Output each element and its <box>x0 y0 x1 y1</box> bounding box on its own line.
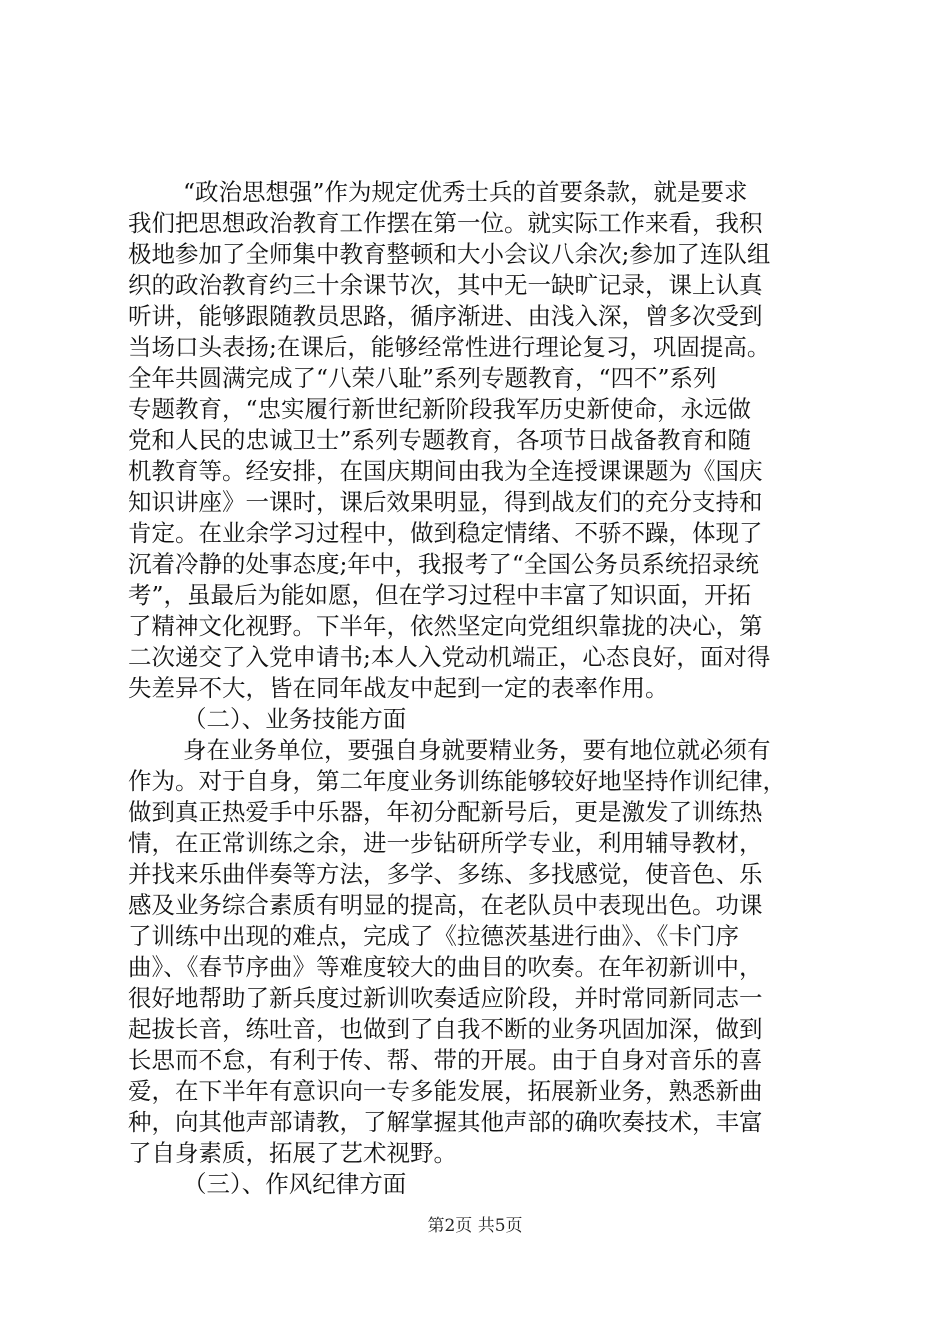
text-line: 长思而不怠，有利于传、帮、带的开展。由于自身对音乐的喜 <box>128 1046 763 1074</box>
text-line: 听讲，能够跟随教员思路，循序渐进、由浅入深，曾多次受到 <box>128 302 763 330</box>
text-line: 了训练中出现的难点，完成了《拉德茨基进行曲》、《卡门序 <box>128 922 739 950</box>
section-heading: （二）、业务技能方面 <box>183 705 407 733</box>
text-line: 曲》、《春节序曲》等难度较大的曲目的吹奏。在年初新训中， <box>128 953 763 981</box>
text-line: 了自身素质，拓展了艺术视野。 <box>128 1139 457 1167</box>
text-line: 织的政治教育约三十余课节次，其中无一缺旷记录，课上认真 <box>128 271 763 299</box>
text-line: 并找来乐曲伴奏等方法，多学、多练、多找感觉，使音色、乐 <box>128 860 763 888</box>
text-line: 种，向其他声部请教，了解掌握其他声部的确吹奏技术，丰富 <box>128 1108 763 1136</box>
text-line: 全年共圆满完成了“八荣八耻”系列专题教育，“四不”系列 <box>128 364 717 392</box>
text-line: 了精神文化视野。下半年，依然坚定向党组织靠拢的决心，第 <box>128 612 763 640</box>
text-line: 知识讲座》一课时，课后效果明显，得到战友们的充分支持和 <box>128 488 763 516</box>
text-line: 专题教育，“忠实履行新世纪新阶段我军历史新使命，永远做 <box>128 395 752 423</box>
text-line: 极地参加了全师集中教育整顿和大小会议八余次;参加了连队组 <box>128 240 771 268</box>
text-line: 当场口头表扬;在课后，能够经常性进行理论复习，巩固提高。 <box>128 333 771 361</box>
text-line: 身在业务单位，要强自身就要精业务，要有地位就必须有 <box>183 736 771 764</box>
page-number-footer: 第2页 共5页 <box>427 1216 523 1236</box>
text-line: “政治思想强”作为规定优秀士兵的首要条款，就是要求 <box>183 178 748 206</box>
text-line: 机教育等。经安排，在国庆期间由我为全连授课课题为《国庆 <box>128 457 763 485</box>
text-line: 肯定。在业余学习过程中，做到稳定情绪、不骄不躁，体现了 <box>128 519 763 547</box>
text-line: 起拔长音，练吐音，也做到了自我不断的业务巩固加深，做到 <box>128 1015 763 1043</box>
text-line: 感及业务综合素质有明显的提高，在老队员中表现出色。功课 <box>128 891 763 919</box>
text-line: 二次递交了入党申请书;本人入党动机端正，心态良好，面对得 <box>128 643 771 671</box>
text-line: 爱，在下半年有意识向一专多能发展，拓展新业务，熟悉新曲 <box>128 1077 763 1105</box>
section-heading: （三）、作风纪律方面 <box>183 1170 407 1198</box>
text-line: 沉着冷静的处事态度;年中，我报考了“全国公务员系统招录统 <box>128 550 759 578</box>
text-line: 做到真正热爱手中乐器，年初分配新号后，更是激发了训练热 <box>128 798 763 826</box>
text-line: 党和人民的忠诚卫士”系列专题教育，各项节日战备教育和随 <box>128 426 752 454</box>
text-line: 很好地帮助了新兵度过新训吹奏适应阶段，并时常同新同志一 <box>128 984 763 1012</box>
text-line: 情，在正常训练之余，进一步钻研所学专业，利用辅导教材， <box>128 829 763 857</box>
text-line: 考”，虽最后为能如愿，但在学习过程中丰富了知识面，开拓 <box>128 581 752 609</box>
text-line: 作为。对于自身，第二年度业务训练能够较好地坚持作训纪律， <box>128 767 786 795</box>
text-line: 失差异不大，皆在同年战友中起到一定的表率作用。 <box>128 674 669 702</box>
text-line: 我们把思想政治教育工作摆在第一位。就实际工作来看，我积 <box>128 209 763 237</box>
